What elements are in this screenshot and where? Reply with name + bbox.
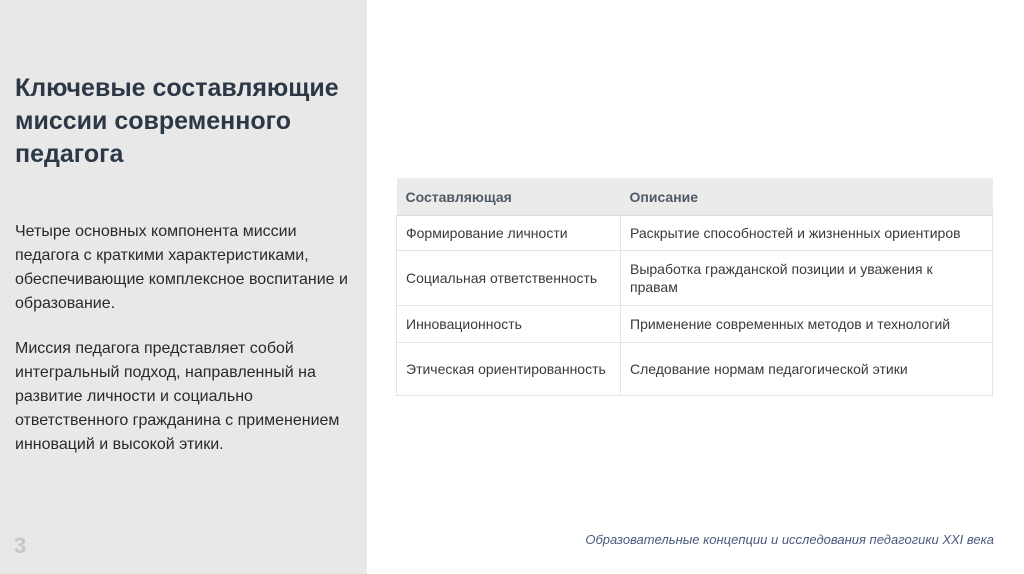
page-number: 3 [14, 533, 27, 558]
cell-description: Следование нормам педагогической этики [621, 343, 993, 396]
table-header-row [397, 178, 993, 216]
cell-description: Выработка гражданской позиции и уважения к правам [621, 251, 993, 306]
cell-description: Применение современных методов и технологий [621, 306, 993, 343]
header-description: Описание [621, 178, 993, 216]
summary-text: Миссия педагога представляет собой интегральный подход, направленный на развитие личности и социально ответственного гражданина с применением инноваций и высокой этики. [15, 340, 340, 453]
components-table [396, 178, 993, 396]
table-row [397, 343, 993, 396]
table-row [397, 306, 993, 343]
header-component: Составляющая [397, 178, 621, 216]
cell-component: Этическая ориентированность [397, 343, 621, 396]
cell-component: Инновационность [397, 306, 621, 343]
cell-component: Формирование личности [397, 216, 621, 251]
left-panel [0, 0, 367, 574]
cell-component: Социальная ответственность [397, 251, 621, 306]
slide-title: Ключевые составляющие миссии современного педагога [15, 74, 339, 168]
cell-description: Раскрытие способностей и жизненных ориентиров [621, 216, 993, 251]
table-row [397, 216, 993, 251]
table-row [397, 251, 993, 306]
intro-text: Четыре основных компонента миссии педагога с краткими характеристиками, обеспечивающие комплексное воспитание и образование. [15, 223, 348, 312]
footer-caption: Образовательные концепции и исследования педагогики XXI века [585, 532, 994, 547]
components-table-container [396, 178, 993, 396]
